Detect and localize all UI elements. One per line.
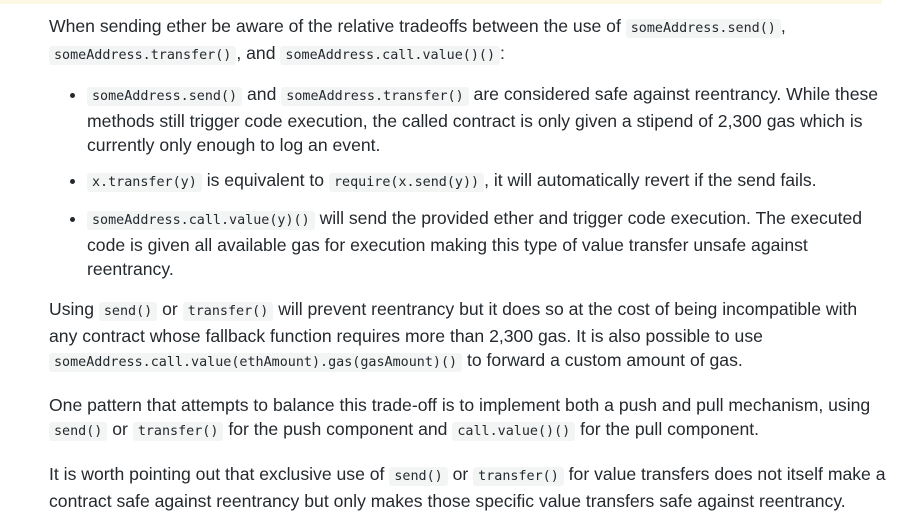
article-body xyxy=(49,14,889,513)
inline-code: transfer() xyxy=(133,422,224,441)
inline-code: someAddress.send() xyxy=(626,19,781,38)
inline-code: require(x.send(y)) xyxy=(329,173,484,192)
inline-code: someAddress.call.value(y)() xyxy=(87,211,315,230)
inline-code: transfer() xyxy=(183,302,274,321)
text: and xyxy=(247,84,277,104)
text: are considered safe against reentrancy. While these methods still trigger code execution, the called contract is only given a stipend of 2,300 gas which is currently only enough to log an event. xyxy=(87,84,879,155)
intro-paragraph xyxy=(49,14,889,68)
inline-code: call.value()() xyxy=(452,422,575,441)
text: will send the provided ether and trigger code execution. The executed code is given all available gas for execution making this type of value transfer unsafe against reentrancy. xyxy=(87,208,863,279)
list-item xyxy=(87,168,889,195)
text: is equivalent to xyxy=(206,170,325,190)
text: for the pull component. xyxy=(580,419,760,439)
list-item xyxy=(87,82,889,157)
highlight-bar xyxy=(0,0,882,4)
text: , it will automatically revert if the send fails. xyxy=(484,170,817,190)
inline-code: someAddress.call.value()() xyxy=(280,46,500,65)
text: or xyxy=(162,299,178,319)
text: will prevent reentrancy but it does so at the cost of being incompatible with any contract whose fallback function requires more than 2,300 gas. It is also possible to use xyxy=(49,299,858,346)
inline-code: send() xyxy=(99,302,157,321)
inline-code: send() xyxy=(49,422,107,441)
text: or xyxy=(452,464,469,484)
text: : xyxy=(500,43,505,63)
text: to forward a custom amount of gas. xyxy=(466,350,743,370)
inline-code: someAddress.call.value(ethAmount).gas(gasAmount)() xyxy=(49,353,462,372)
text: It is worth pointing out that exclusive use of xyxy=(49,464,385,484)
paragraph xyxy=(49,297,889,375)
inline-code: someAddress.send() xyxy=(87,87,242,106)
paragraph xyxy=(49,393,889,444)
inline-code: send() xyxy=(389,467,447,486)
text: One pattern that attempts to balance this trade-off is to implement both a push and pull mechanism, using xyxy=(49,395,871,415)
text: for the push component and xyxy=(228,419,448,439)
inline-code: someAddress.transfer() xyxy=(49,46,236,65)
text: , xyxy=(780,16,786,36)
text: , and xyxy=(236,43,276,63)
inline-code: transfer() xyxy=(473,467,564,486)
text: for value transfers does not itself make a contract safe against reentrancy but only makes those specific value transfers safe against reentrancy. xyxy=(49,464,886,511)
list-item xyxy=(87,206,889,281)
inline-code: someAddress.transfer() xyxy=(281,87,468,106)
bullet-list xyxy=(49,82,889,281)
inline-code: x.transfer(y) xyxy=(87,173,202,192)
text: When sending ether be aware of the relative tradeoffs between the use of xyxy=(49,16,621,36)
text: or xyxy=(112,419,128,439)
paragraph xyxy=(49,462,889,513)
text: Using xyxy=(49,299,94,319)
